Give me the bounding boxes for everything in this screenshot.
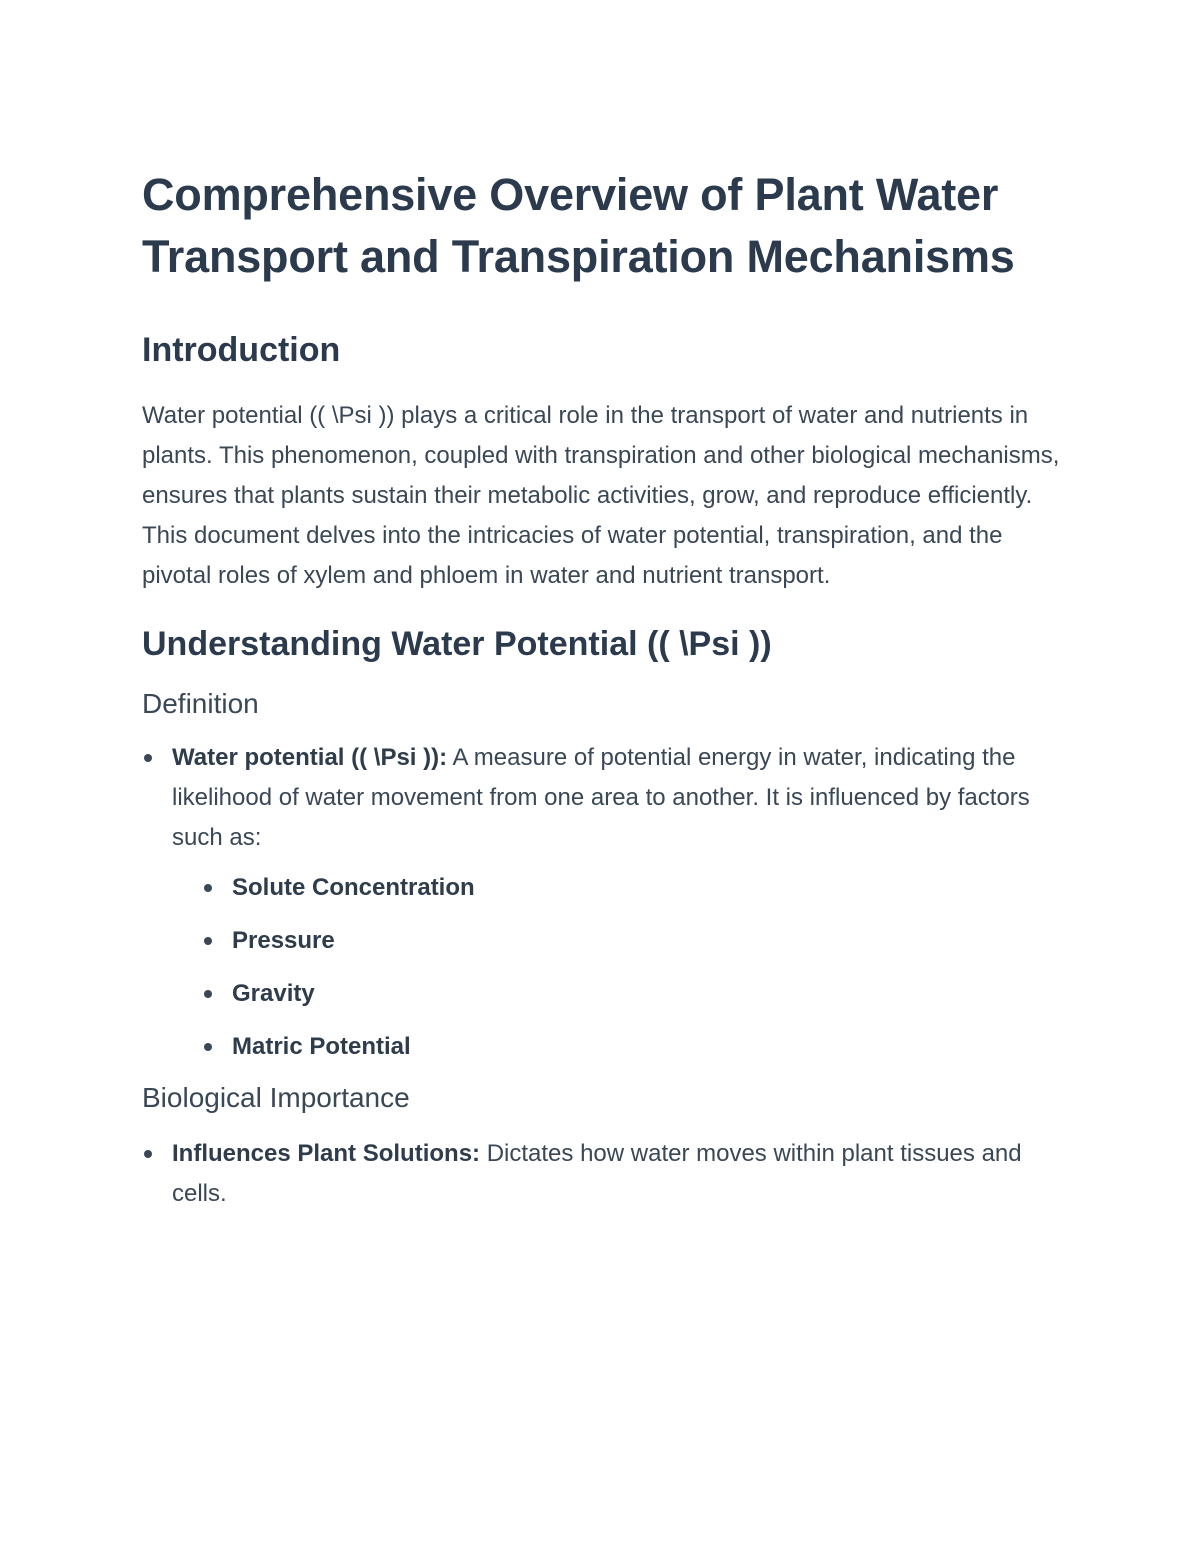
list-item: [202, 868, 1062, 908]
list-item: [202, 1027, 1062, 1067]
water-potential-heading: Understanding Water Potential (( \Psi )): [142, 625, 772, 663]
definition-term: Water potential (( \Psi )):: [172, 744, 448, 771]
factor-label: Gravity: [232, 980, 315, 1007]
bullet-icon: [144, 754, 152, 762]
list-item: [142, 1134, 1062, 1214]
definition-list: [142, 738, 1062, 1067]
bullet-icon: [144, 1150, 152, 1158]
list-item: [202, 974, 1062, 1014]
bullet-icon: [204, 884, 212, 892]
factor-list: [202, 868, 1062, 1067]
importance-term: Influences Plant Solutions:: [172, 1140, 481, 1167]
bullet-icon: [204, 1043, 212, 1051]
definition-text: A measure of potential energy in water, indicating the likelihood of water movement from one area to another. It is influenced by factors such as:: [172, 744, 1030, 851]
biological-importance-list: [142, 1134, 1062, 1214]
bullet-icon: [204, 937, 212, 945]
page-title: Comprehensive Overview of Plant Water Transport and Transpiration Mechanisms: [142, 169, 1015, 282]
factor-label: Matric Potential: [232, 1033, 411, 1060]
importance-text: Dictates how water moves within plant tissues and cells.: [172, 1140, 1022, 1207]
factor-label: Pressure: [232, 927, 335, 954]
bullet-icon: [204, 990, 212, 998]
list-item: [202, 921, 1062, 961]
factor-label: Solute Concentration: [232, 874, 475, 901]
introduction-heading: Introduction: [142, 331, 341, 369]
biological-importance-heading: Biological Importance: [142, 1082, 410, 1113]
list-item: [142, 738, 1062, 1067]
introduction-paragraph: Water potential (( \Psi )) plays a critical role in the transport of water and nutrients in plants. This phenomenon, coupled with transpiration and other biological mechanisms, ensures that plants sustain their metabolic activities, grow, and reproduce efficiently. This document delves into the intricacies of water potential, transpiration, and the pivotal roles of xylem and phloem in water and nutrient transport.: [142, 402, 1060, 589]
document-page: [142, 164, 1062, 1214]
definition-heading: Definition: [142, 688, 259, 719]
